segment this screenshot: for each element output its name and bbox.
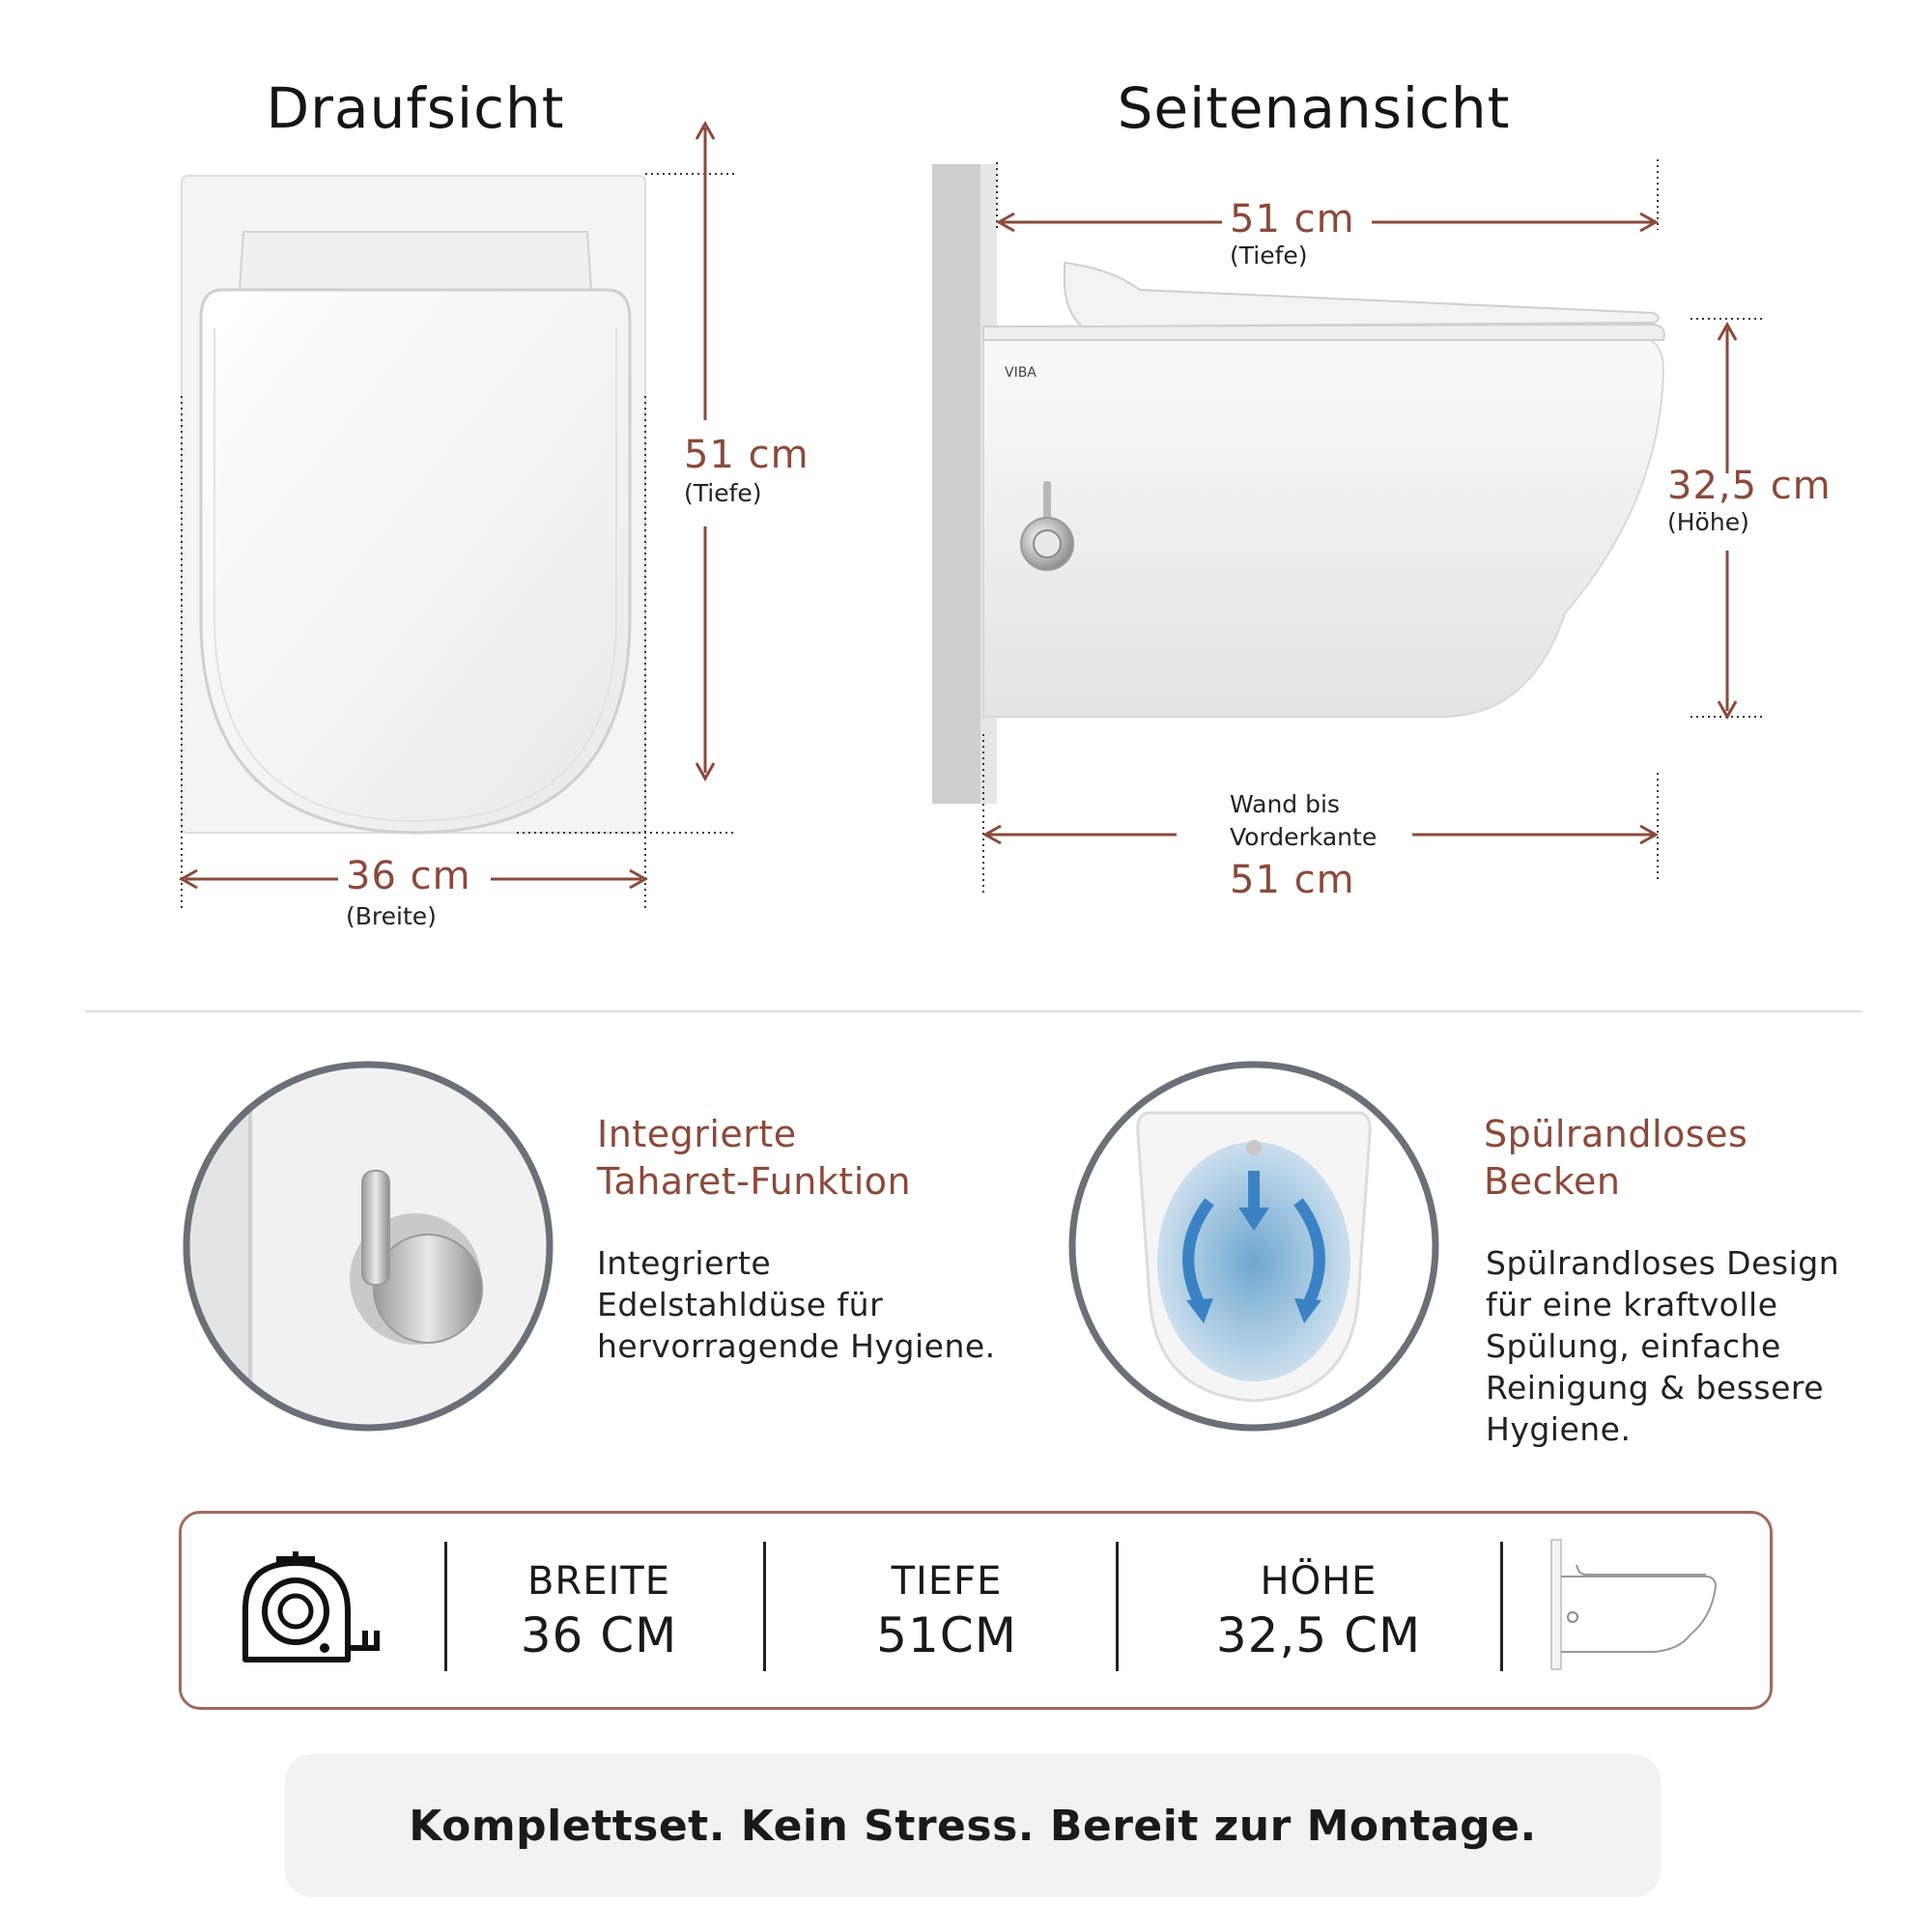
spec-divider-3 [1116,1542,1119,1671]
spec-divider-2 [763,1542,766,1671]
wall-value: 51 cm [1230,858,1355,902]
side-view-heading: Seitenansicht [1117,75,1511,141]
spec-height-label: HÖHE [1260,1559,1378,1604]
side-depth-label: (Tiefe) [1230,242,1308,270]
toilet-side-icon [1546,1538,1719,1673]
top-depth-label: (Tiefe) [684,479,762,507]
feature-rimless-title: Spülrandloses Becken [1484,1113,1748,1203]
tagline-banner [285,1754,1661,1897]
side-height-label: (Höhe) [1667,508,1749,536]
side-depth-value: 51 cm [1230,197,1355,242]
spec-divider-4 [1500,1542,1503,1671]
tape-measure-icon [236,1551,381,1673]
brand-logo: VIBA [1005,365,1037,381]
spec-divider-1 [444,1542,447,1671]
feature-taharet-text: Integrierte Edelstahldüse für hervorragende Hygiene. [597,1244,996,1365]
spec-width-label: BREITE [526,1559,670,1604]
feature-taharet-title: Integrierte Taharet-Funktion [597,1113,912,1203]
rimless-bowl-image [1065,1057,1443,1435]
wall-label-line1: Wand bis [1230,790,1340,818]
top-width-label: (Breite) [346,902,437,930]
spec-height-value: 32,5 CM [1215,1607,1422,1663]
taharet-closeup-image [179,1057,557,1435]
wall-label-line2: Vorderkante [1230,823,1378,851]
top-view-heading: Draufsicht [266,75,565,141]
top-view-illustration [0,0,966,966]
section-divider [85,1010,1862,1012]
spec-depth-label: TIEFE [891,1559,1003,1604]
top-width-value: 36 cm [346,854,471,898]
feature-rimless-text: Spülrandloses Design für eine kraftvolle Spülung, einfache Reinigung & bessere Hygiene. [1486,1244,1840,1448]
side-height-value: 32,5 cm [1667,464,1832,508]
top-depth-value: 51 cm [684,433,810,477]
tagline-text: Komplettset. Kein Stress. Bereit zur Montage. [409,1801,1537,1851]
spec-width-value: 36 CM [520,1607,678,1663]
spec-depth-value: 51CM [876,1607,1017,1663]
